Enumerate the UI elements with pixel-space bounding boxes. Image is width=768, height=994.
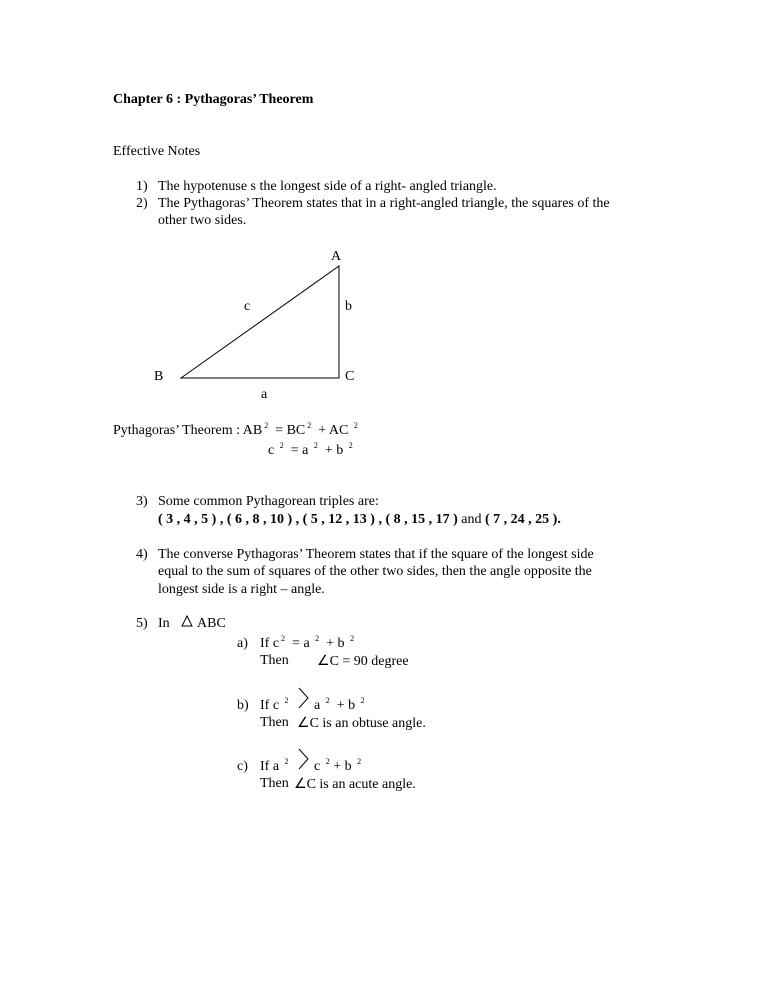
note-1-text: The hypotenuse s the longest side of a right- angled triangle. (158, 179, 497, 194)
case-b-result (297, 714, 426, 733)
note-3-number: 3) (136, 494, 148, 509)
note-4-number: 4) (136, 547, 148, 562)
exponent: 2 (325, 696, 330, 705)
exponent: 2 (284, 696, 289, 705)
case-b-a: a (314, 698, 321, 713)
side-a-label: a (261, 387, 268, 402)
note-5-in: In (158, 616, 170, 631)
exponent: 2 (325, 757, 330, 766)
subtitle: Effective Notes (113, 144, 201, 159)
theorem-label: Pythagoras’ Theorem : AB (113, 423, 263, 438)
case-b-plus: + b (336, 698, 356, 713)
exponent: 2 (348, 441, 353, 450)
case-b-label: b) (237, 698, 249, 713)
case-c-c: c (314, 759, 321, 774)
note-1-number: 1) (136, 179, 148, 194)
note-2-line-1: The Pythagoras’ Theorem states that in a right-angled triangle, the squares of the (158, 196, 610, 211)
exponent: 2 (315, 634, 320, 643)
case-b-result-text: C is an obtuse angle. (309, 716, 426, 731)
case-a-if: If c (260, 636, 280, 651)
vertex-b-label: B (154, 369, 164, 384)
exponent: 2 (279, 441, 284, 450)
angle-icon: ∠ (294, 776, 307, 792)
case-b-rhs (314, 697, 365, 715)
case-b-if-text: If c (260, 698, 280, 713)
note-4-line-2: equal to the sum of squares of the other two sides, then the angle opposite the (158, 564, 592, 579)
case-c-rhs (314, 758, 361, 776)
note-4-line-3: longest side is a right – angle. (158, 582, 325, 597)
last-triple: ( 7 , 24 , 25 ). (485, 512, 561, 527)
case-c-if (260, 758, 289, 776)
triples-list: ( 3 , 4 , 5 ) , ( 6 , 8 , 10 ) , ( 5 , 12 , 13 ) , ( 8 , 15 , 17 ) (158, 512, 458, 527)
exponent: 2 (281, 634, 286, 643)
exponent: 2 (350, 634, 355, 643)
note-4-line-1: The converse Pythagoras’ Theorem states that if the square of the longest side (158, 547, 594, 562)
note-3-triples (158, 511, 561, 529)
case-a-result (317, 652, 409, 671)
case-b-then: Then (260, 715, 289, 730)
greater-than-icon (297, 686, 311, 710)
vertex-a-label: A (331, 249, 342, 264)
theorem-ac: + AC (318, 423, 349, 438)
exponent: 2 (313, 441, 318, 450)
term-b: + b (324, 443, 344, 458)
term-a: = a (290, 443, 309, 458)
case-a-plus: + b (326, 636, 345, 651)
theorem-line-2 (268, 442, 353, 460)
angle-icon: ∠ (297, 715, 310, 731)
exponent: 2 (360, 696, 365, 705)
note-5-number: 5) (136, 616, 148, 631)
case-c-result (294, 775, 416, 794)
note-2-line-2: other two sides. (158, 213, 247, 228)
case-c-plus: + b (333, 759, 352, 774)
note-3-intro: Some common Pythagorean triples are: (158, 494, 379, 509)
case-a-result-text: C = 90 degree (329, 654, 409, 669)
case-a-eq: = a (292, 636, 310, 651)
exponent: 2 (353, 421, 358, 430)
exponent: 2 (284, 757, 289, 766)
case-a-condition (260, 635, 354, 653)
and-word: and (461, 512, 482, 527)
greater-than-icon (297, 747, 311, 771)
exponent: 2 (357, 757, 362, 766)
case-c-result-text: C is an acute angle. (306, 777, 416, 792)
case-b-if (260, 697, 289, 715)
case-c-if-text: If a (260, 759, 280, 774)
case-c-then: Then (260, 776, 289, 791)
case-c-label: c) (237, 759, 248, 774)
theorem-bc: = BC (275, 423, 306, 438)
note-2-number: 2) (136, 196, 148, 211)
exponent: 2 (307, 421, 312, 430)
term-c: c (268, 443, 275, 458)
triangle-outline (181, 266, 339, 378)
triangle-icon (180, 614, 194, 628)
angle-icon: ∠ (317, 653, 330, 669)
theorem-line-1 (113, 422, 358, 440)
page-title: Chapter 6 : Pythagoras’ Theorem (113, 92, 314, 107)
side-c-label: c (244, 299, 251, 314)
exponent: 2 (264, 421, 269, 430)
note-5-abc: ABC (197, 616, 226, 631)
side-b-label: b (345, 299, 352, 314)
case-a-then: Then (260, 653, 289, 668)
case-a-label: a) (237, 636, 248, 651)
vertex-c-label: C (345, 369, 355, 384)
